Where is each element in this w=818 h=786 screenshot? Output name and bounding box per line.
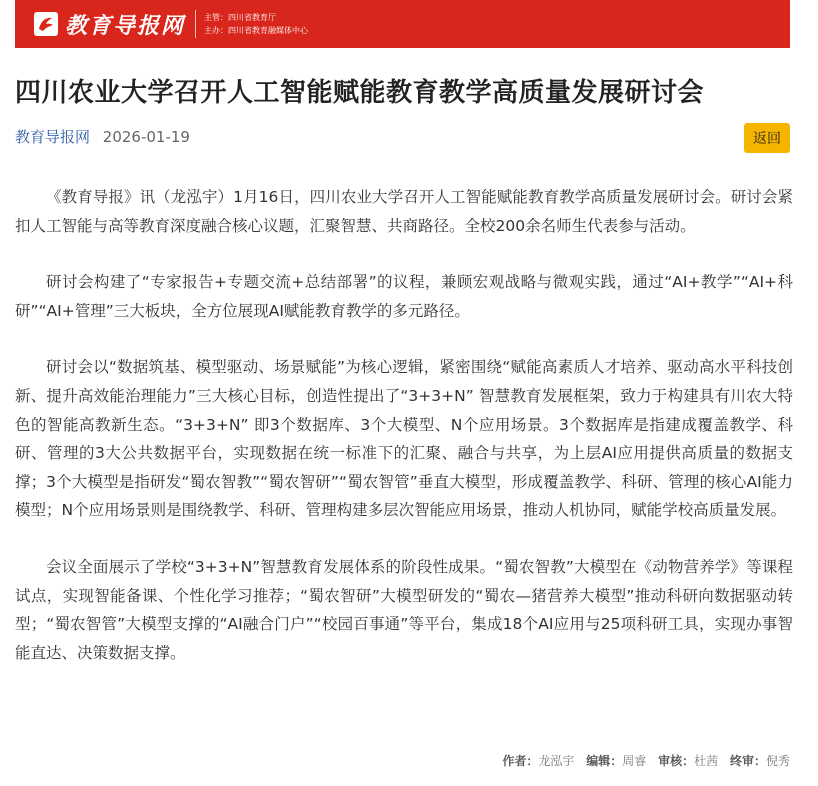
reviewer-label: 审核： xyxy=(658,754,695,768)
article-credits xyxy=(502,752,790,769)
author-label: 作者： xyxy=(502,754,539,768)
article-paragraph-1: 《教育导报》讯（龙泓宇）1月16日，四川农业大学召开人工智能赋能教育教学高质量发展研讨会。研讨会紧扣人工智能与高等教育深度融合核心议题，汇聚智慧、共商路径。全校200余名师生代表参与活动。 xyxy=(15,188,793,235)
sponsor-line-2: 主办：四川省教育融媒体中心 xyxy=(204,26,309,35)
logo-divider xyxy=(195,10,196,38)
article-source-link[interactable]: 教育导报网 xyxy=(15,128,91,146)
logo-text: 教育导报网 xyxy=(65,12,186,39)
article-meta xyxy=(15,126,190,147)
reviewer-name: 杜茜 xyxy=(694,754,719,768)
sponsor-info xyxy=(204,11,308,37)
site-logo[interactable] xyxy=(33,0,185,48)
editor-name: 周睿 xyxy=(622,754,647,768)
article-body xyxy=(15,183,793,695)
article-paragraph-3: 研讨会以“数据筑基、模型驱动、场景赋能”为核心逻辑，紧密围绕“赋能高素质人才培养、驱动高水平科技创新、提升高效能治理能力”三大核心目标，创造性提出了“3+3+N” 智慧教育发展框架，致力于构建具有川农大特色的智能高教新生态。“3+3+N” 即3个数据库、3个大模型、N个应用场景。3个数据库是指建成覆盖教学、科研、管理的3大公共数据平台，实现数据在统一标准下的汇聚、融合与共享，为上层AI应用提供高质量的数据支撑；3个大模型是指研发“蜀农智教”“蜀农智研”“蜀农智管”垂直大模型，形成覆盖教学、科研、管理的核心AI能力模型；N个应用场景则是围绕教学、科研、管理构建多层次智能应用场景，推动人机协同，赋能学校高质量发展。 xyxy=(15,358,793,520)
article-paragraph-2: 研讨会构建了“专家报告+专题交流+总结部署”的议程，兼顾宏观战略与微观实践，通过“AI+教学”“AI+科研”“AI+管理”三大板块，全方位展现AI赋能教育教学的多元路径。 xyxy=(15,273,793,320)
article-date: 2026-01-19 xyxy=(102,128,190,146)
back-button[interactable]: 返回 xyxy=(744,123,790,153)
final-reviewer-label: 终审： xyxy=(729,754,766,768)
author-name: 龙泓宇 xyxy=(538,754,575,768)
editor-label: 编辑： xyxy=(586,754,623,768)
article-paragraph-4: 会议全面展示了学校“3+3+N”智慧教育发展体系的阶段性成果。“蜀农智教”大模型在《动物营养学》等课程试点，实现智能备课、个性化学习推荐；“蜀农智研”大模型研发的“蜀农—猪营养大模型”推动科研向数据驱动转型；“蜀农智管”大模型支撑的“AI融合门户”“校园百事通”等平台，集成18个AI应用与25项科研工具，实现办事智能直达、决策数据支撑。 xyxy=(15,557,793,662)
final-reviewer-name: 倪秀 xyxy=(765,754,790,768)
site-header xyxy=(15,0,790,48)
article-title: 四川农业大学召开人工智能赋能教育教学高质量发展研讨会 xyxy=(15,78,705,108)
logo-icon xyxy=(33,11,59,37)
sponsor-line-1: 主管：四川省教育厅 xyxy=(204,13,277,22)
